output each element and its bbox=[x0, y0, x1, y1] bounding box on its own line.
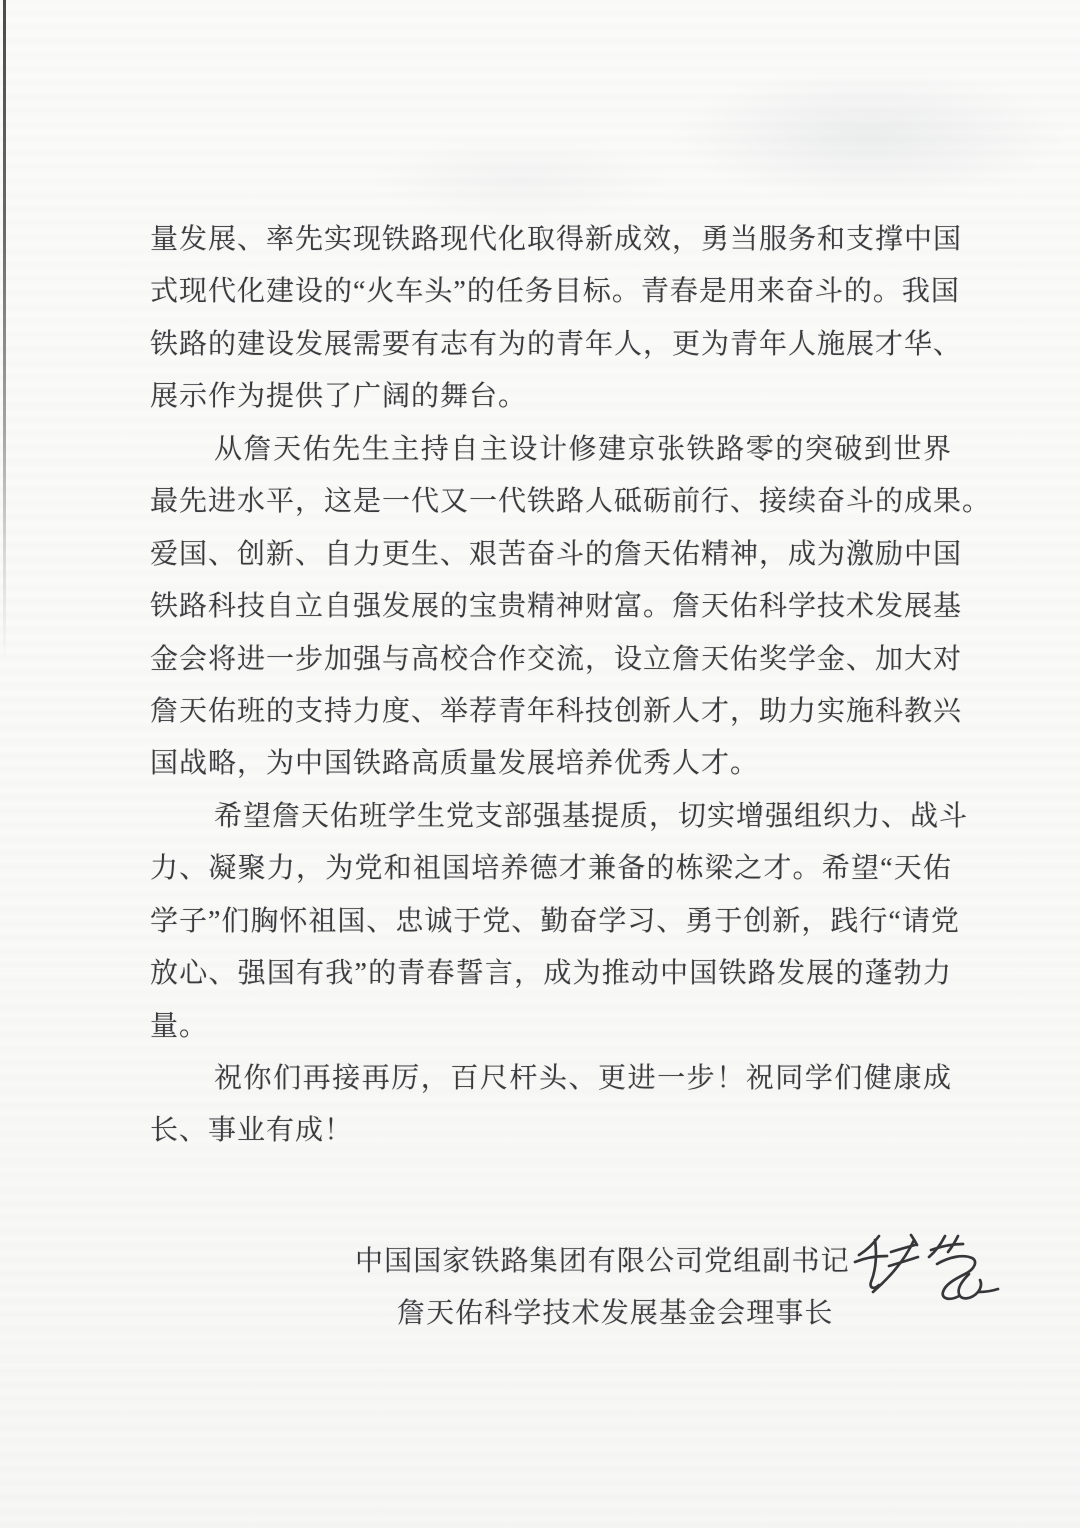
letter-line: 长、事业有成！ bbox=[150, 1115, 354, 1147]
letter-line: 祝你们再接再厉，百尺杆头、更进一步！祝同学们健康成 bbox=[214, 1063, 952, 1094]
letter-line: 放心、强国有我”的青春誓言，成为推动中国铁路发展的蓬勃力 bbox=[150, 958, 952, 990]
letter-line: 力、凝聚力，为党和祖国培养德才兼备的栋梁之才。希望“天佑 bbox=[150, 853, 952, 885]
letter-line: 爱国、创新、自力更生、艰苦奋斗的詹天佑精神，成为激励中国 bbox=[150, 538, 963, 570]
letter-line: 量发展、率先实现铁路现代化取得新成效，勇当服务和支撑中国 bbox=[150, 224, 963, 255]
handwritten-signature bbox=[845, 1222, 1005, 1312]
letter-line: 希望詹天佑班学生党支部强基提质，切实增强组织力、战斗 bbox=[214, 800, 969, 832]
signer-title-line-1: 中国国家铁路集团有限公司党组副书记 bbox=[355, 1246, 850, 1277]
letter-line: 国战略，为中国铁路高质量发展培养优秀人才。 bbox=[150, 748, 760, 780]
letter-line: 金会将进一步加强与高校合作交流，设立詹天佑奖学金、加大对 bbox=[150, 643, 963, 675]
letter-line: 最先进水平，这是一代又一代铁路人砥砺前行、接续奋斗的成果。 bbox=[150, 486, 992, 518]
letter-line: 从詹天佑先生主持自主设计修建京张铁路零的突破到世界 bbox=[214, 433, 952, 465]
signer-title-line-2: 詹天佑科学技术发展基金会理事长 bbox=[397, 1298, 834, 1329]
letter-line: 铁路科技自立自强发展的宝贵精神财富。詹天佑科学技术发展基 bbox=[150, 591, 963, 623]
letter-body bbox=[150, 214, 992, 1158]
letter-line: 铁路的建设发展需要有志有为的青年人，更为青年人施展才华、 bbox=[150, 328, 963, 360]
letter-line: 量。 bbox=[150, 1010, 209, 1042]
letter-line: 詹天佑班的支持力度、举荐青年科技创新人才，助力实施科教兴 bbox=[150, 695, 963, 727]
letter-line: 式现代化建设的“火车头”的任务目标。青春是用来奋斗的。我国 bbox=[150, 276, 960, 308]
letter-line: 展示作为提供了广阔的舞台。 bbox=[150, 381, 528, 413]
letter-line: 学子”们胸怀祖国、忠诚于党、勤奋学习、勇于创新，践行“请党 bbox=[150, 905, 960, 937]
scan-edge-artifact bbox=[3, 0, 6, 660]
